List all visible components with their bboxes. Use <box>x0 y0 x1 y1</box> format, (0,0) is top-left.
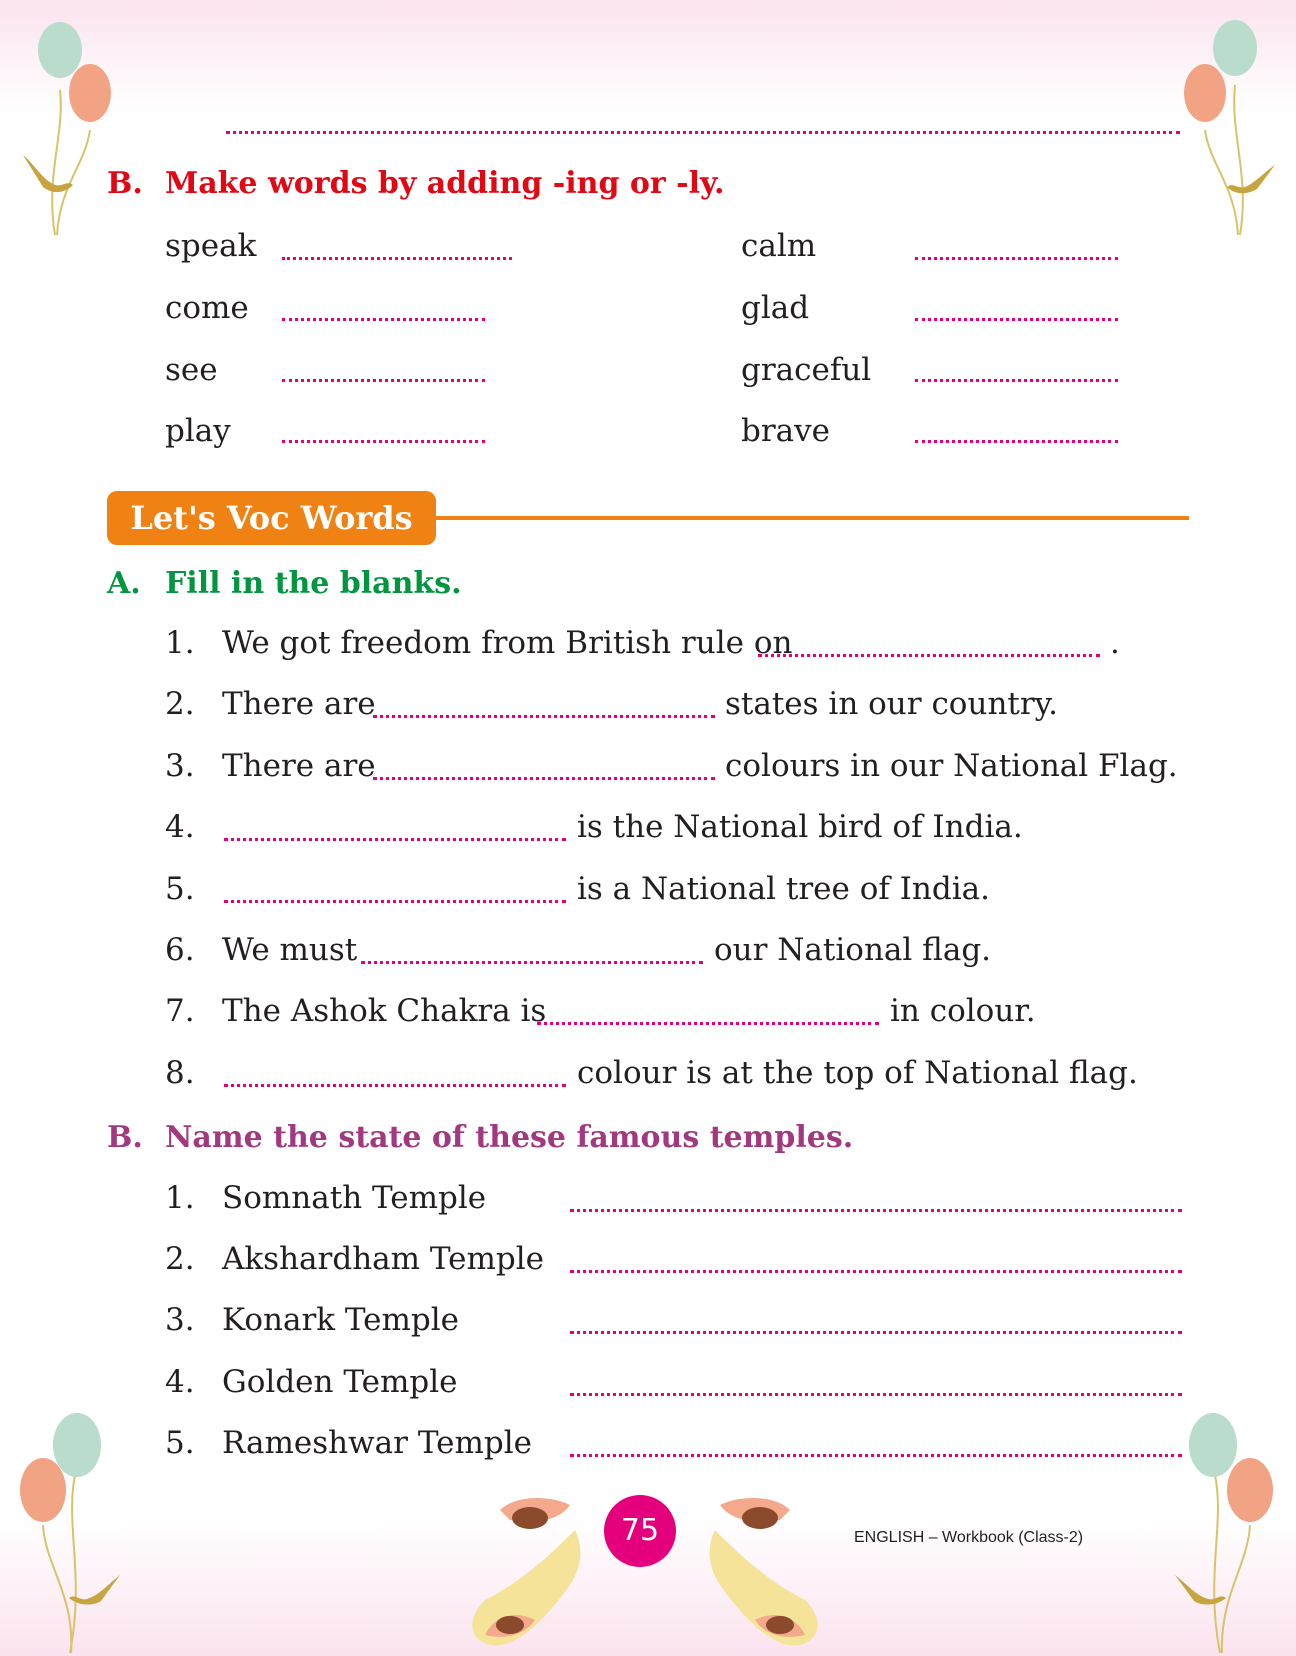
ribbon-right-icon <box>695 1490 835 1650</box>
fill-item-text-after: colour is at the top of National flag. <box>577 1055 1138 1091</box>
word-left-2: come <box>165 290 249 326</box>
answer-line-left-3[interactable] <box>282 379 485 382</box>
fill-item-number: 8. <box>165 1055 195 1091</box>
temple-item-number: 2. <box>165 1241 195 1277</box>
book-title: ENGLISH – Workbook (Class-2) <box>854 1529 1084 1546</box>
answer-line-left-1[interactable] <box>282 257 512 260</box>
answer-line-top[interactable] <box>226 131 1180 134</box>
balloons-bottom-right-icon <box>1170 1405 1280 1655</box>
fill-blank-2[interactable] <box>373 715 715 718</box>
answer-line-right-2[interactable] <box>915 318 1118 321</box>
answer-line-left-2[interactable] <box>282 318 485 321</box>
word-right-2: glad <box>741 290 810 326</box>
temple-name: Akshardham Temple <box>222 1241 545 1277</box>
fill-blank-7[interactable] <box>537 1022 879 1025</box>
fill-item-number: 2. <box>165 686 195 722</box>
fill-item-text-before: The Ashok Chakra is <box>222 993 547 1029</box>
section-b2-letter: B. <box>107 1120 143 1155</box>
temple-name: Rameshwar Temple <box>222 1425 532 1461</box>
fill-item-text-after: is a National tree of India. <box>577 871 990 907</box>
section-a-title: Fill in the blanks. <box>165 566 462 601</box>
temple-name: Konark Temple <box>222 1302 460 1338</box>
section-b2-title: Name the state of these famous temples. <box>165 1120 854 1155</box>
fill-item-text-before: We got freedom from British rule on <box>222 625 793 661</box>
ribbon-left-icon <box>455 1490 595 1650</box>
temple-item-number: 3. <box>165 1302 195 1338</box>
fill-item-text-after: states in our country. <box>725 686 1058 722</box>
fill-item-text-after: is the National bird of India. <box>577 809 1023 845</box>
fill-blank-1[interactable] <box>758 654 1100 657</box>
temple-answer-line-1[interactable] <box>570 1209 1182 1212</box>
fill-item-text-before: There are <box>222 686 376 722</box>
answer-line-right-3[interactable] <box>915 379 1118 382</box>
word-right-3: graceful <box>741 352 872 388</box>
word-right-1: calm <box>741 228 817 264</box>
section-b-title: Make words by adding -ing or -ly. <box>165 166 725 201</box>
fill-item-text-before: There are <box>222 748 376 784</box>
word-left-1: speak <box>165 228 257 264</box>
fill-blank-3[interactable] <box>373 777 715 780</box>
fill-item-number: 5. <box>165 871 195 907</box>
temple-item-number: 4. <box>165 1364 195 1400</box>
temple-answer-line-3[interactable] <box>570 1331 1182 1334</box>
fill-item-number: 4. <box>165 809 195 845</box>
balloons-top-right-icon <box>1175 15 1285 240</box>
fill-item-text-after: . <box>1110 625 1120 661</box>
fill-blank-8[interactable] <box>224 1084 566 1087</box>
answer-line-right-1[interactable] <box>915 257 1118 260</box>
word-left-3: see <box>165 352 218 388</box>
fill-item-text-after: our National flag. <box>714 932 992 968</box>
fill-item-number: 1. <box>165 625 195 661</box>
balloons-top-left-icon <box>15 15 125 240</box>
temple-answer-line-4[interactable] <box>570 1393 1182 1396</box>
fill-blank-6[interactable] <box>361 961 703 964</box>
temple-name: Golden Temple <box>222 1364 458 1400</box>
fill-item-text-after: in colour. <box>890 993 1036 1029</box>
fill-blank-4[interactable] <box>224 838 566 841</box>
temple-answer-line-2[interactable] <box>570 1270 1182 1273</box>
banner-rule <box>432 516 1189 520</box>
section-a-letter: A. <box>107 566 141 601</box>
lets-voc-words-banner: Let's Voc Words <box>107 491 436 545</box>
fill-item-text-after: colours in our National Flag. <box>725 748 1178 784</box>
page-number: 75 <box>604 1495 676 1567</box>
temple-item-number: 1. <box>165 1180 195 1216</box>
section-b-letter: B. <box>107 166 143 201</box>
word-right-4: brave <box>741 413 831 449</box>
answer-line-right-4[interactable] <box>915 440 1118 443</box>
fill-item-number: 3. <box>165 748 195 784</box>
fill-blank-5[interactable] <box>224 900 566 903</box>
fill-item-number: 7. <box>165 993 195 1029</box>
fill-item-text-before: We must <box>222 932 358 968</box>
temple-answer-line-5[interactable] <box>570 1454 1182 1457</box>
fill-item-number: 6. <box>165 932 195 968</box>
temple-item-number: 5. <box>165 1425 195 1461</box>
temple-name: Somnath Temple <box>222 1180 487 1216</box>
word-left-4: play <box>165 413 231 449</box>
balloons-bottom-left-icon <box>15 1405 125 1655</box>
answer-line-left-4[interactable] <box>282 440 485 443</box>
